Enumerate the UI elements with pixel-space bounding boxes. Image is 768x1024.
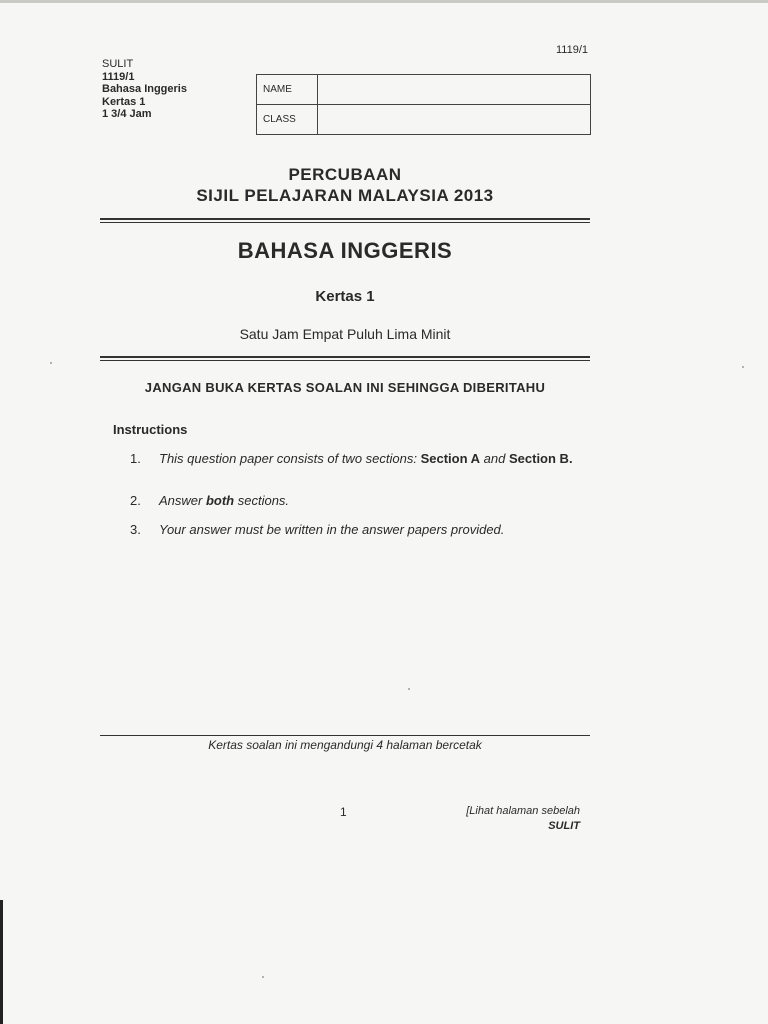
page-count-note: Kertas soalan ini mengandungi 4 halaman bercetak (208, 738, 482, 752)
scan-speck (50, 362, 52, 364)
paper-meta (102, 58, 187, 121)
paper-title: Kertas 1 (315, 288, 375, 305)
instruction-number: 1. (130, 451, 141, 466)
paper-code: 1119/1 (102, 70, 135, 83)
instruction-number: 2. (130, 493, 141, 508)
duration-title: Satu Jam Empat Puluh Lima Minit (239, 326, 451, 342)
next-page-note: [Lihat halaman sebelah (466, 805, 580, 817)
name-class-box (256, 74, 591, 135)
name-label: NAME (257, 75, 318, 105)
paper-duration: 1 3/4 Jam (102, 108, 152, 120)
sulit-label: SULIT (102, 58, 134, 70)
class-field[interactable] (318, 105, 591, 135)
double-rule-top (100, 218, 590, 223)
footer-rule (100, 735, 590, 736)
scan-speck (262, 976, 264, 978)
paper-number: Kertas 1 (102, 95, 146, 108)
class-label: CLASS (257, 105, 318, 135)
paper-code-top-right: 1119/1 (555, 44, 588, 56)
scan-edge-left (0, 900, 3, 1024)
instruction-text: Your answer must be written in the answer papers provided. (159, 522, 505, 537)
subject-name: Bahasa Inggeris (102, 83, 187, 95)
sulit-footer: SULIT (548, 820, 580, 832)
scan-speck (742, 366, 744, 368)
warning-text: JANGAN BUKA KERTAS SOALAN INI SEHINGGA DIBERITAHU (144, 380, 546, 395)
instructions-heading: Instructions (113, 422, 188, 437)
instruction-text: Answer both sections. (159, 493, 290, 508)
subject-title: BAHASA INGGERIS (237, 238, 453, 263)
scan-edge-top (0, 0, 768, 3)
title-spm: SIJIL PELAJARAN MALAYSIA 2013 (196, 186, 494, 205)
name-field[interactable] (318, 75, 591, 105)
scan-speck (408, 688, 410, 690)
page-number: 1 (340, 805, 347, 819)
double-rule-bottom (100, 356, 590, 361)
instruction-text: This question paper consists of two sections: Section A and Section B. (159, 451, 573, 466)
instruction-number: 3. (130, 522, 141, 537)
title-percubaan: PERCUBAAN (288, 165, 402, 184)
